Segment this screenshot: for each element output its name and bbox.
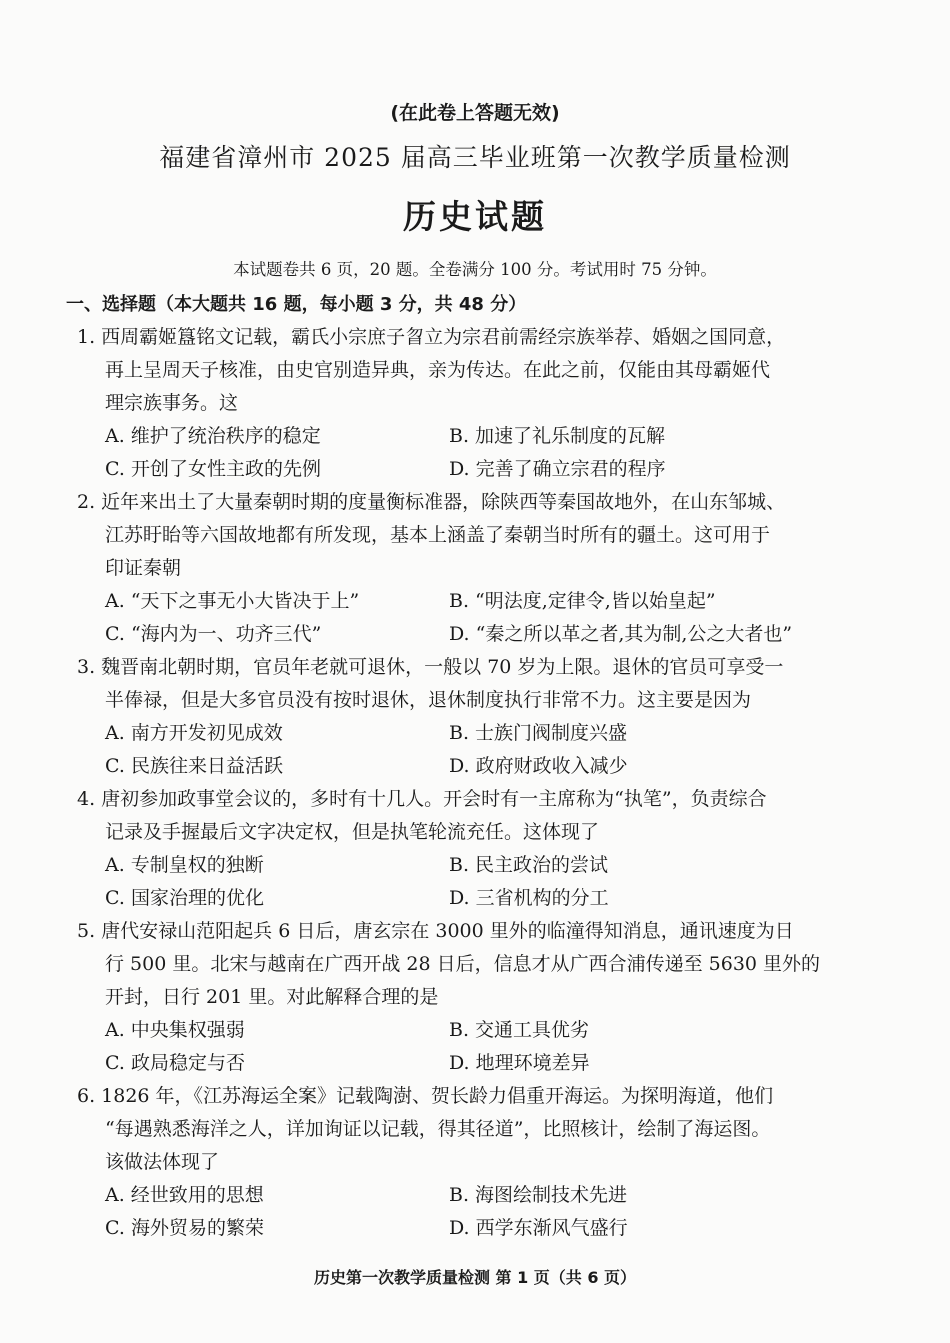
question-line: 印证秦朝 <box>105 557 182 579</box>
question-line: 开封，日行 201 里。对此解释合理的是 <box>105 986 439 1008</box>
page-footer: 历史第一次教学质量检测 第 1 页（共 6 页） <box>313 1268 637 1287</box>
exam-info: 本试题卷共 6 页，20 题。全卷满分 100 分。考试用时 75 分钟。 <box>233 260 717 279</box>
option-row <box>77 1212 877 1245</box>
question-line: “每遇熟悉海洋之人，详加询证以记载，得其径道”，比照核计，绘制了海运图。 <box>105 1118 771 1140</box>
option-c: C. 开创了女性主政的先例 <box>105 458 321 480</box>
question-line: 理宗族事务。这 <box>105 392 239 414</box>
option-b: B. 士族门阀制度兴盛 <box>449 722 628 744</box>
option-row <box>77 1047 877 1080</box>
option-c: C. “海内为一、功齐三代” <box>105 623 322 645</box>
option-c: C. 国家治理的优化 <box>105 887 264 909</box>
subject-title: 历史试题 <box>403 197 547 236</box>
section-title: 一、选择题（本大题共 16 题，每小题 3 分，共 48 分） <box>66 294 527 315</box>
option-c: C. 民族往来日益活跃 <box>105 755 283 777</box>
question-line: 半俸禄，但是大多官员没有按时退休，退休制度执行非常不力。这主要是因为 <box>105 689 752 711</box>
option-a: A. 中央集权强弱 <box>105 1019 245 1041</box>
option-b: B. 民主政治的尝试 <box>449 854 609 876</box>
option-row <box>77 849 877 882</box>
option-row <box>77 585 877 618</box>
option-b: B. 交通工具优劣 <box>449 1019 590 1041</box>
option-a: A. “天下之事无小大皆决于上” <box>105 590 360 612</box>
question-line: 1. 西周霸姬簋铭文记载，霸氏小宗庶子曶立为宗君前需经宗族举荐、婚姻之国同意， <box>77 326 786 348</box>
question-3 <box>77 651 877 783</box>
question-line: 再上呈周天子核准，由史官别造异典，亲为传达。在此之前，仅能由其母霸姬代 <box>105 359 771 381</box>
question-line: 5. 唐代安禄山范阳起兵 6 日后，唐玄宗在 3000 里外的临潼得知消息，通讯速度为日 <box>77 920 794 942</box>
option-c: C. 政局稳定与否 <box>105 1052 245 1074</box>
option-b: B. 海图绘制技术先进 <box>449 1184 628 1206</box>
question-line: 行 500 里。北宋与越南在广西开战 28 日后，信息才从广西合浦传递至 5630 里外的 <box>105 953 821 975</box>
question-line: 3. 魏晋南北朝时期，官员年老就可退休，一般以 70 岁为上限。退休的官员可享受一 <box>77 656 784 678</box>
question-line: 2. 近年来出土了大量秦朝时期的度量衡标准器，除陕西等秦国故地外，在山东邹城、 <box>77 491 786 513</box>
option-row <box>77 1014 877 1047</box>
option-a: A. 南方开发初见成效 <box>105 722 283 744</box>
option-a: A. 维护了统治秩序的稳定 <box>105 425 321 447</box>
question-4 <box>77 783 877 915</box>
option-row <box>77 618 877 651</box>
option-c: C. 海外贸易的繁荣 <box>105 1217 264 1239</box>
question-line: 记录及手握最后文字决定权，但是执笔轮流充任。这体现了 <box>105 821 600 843</box>
exam-title: 福建省漳州市 2025 届高三毕业班第一次教学质量检测 <box>159 143 791 172</box>
option-d: D. 政府财政收入减少 <box>449 755 628 777</box>
option-d: D. 完善了确立宗君的程序 <box>449 458 666 480</box>
invalid-answer-notice: (在此卷上答题无效) <box>390 102 560 124</box>
option-row <box>77 453 877 486</box>
option-d: D. 地理环境差异 <box>449 1052 590 1074</box>
option-b: B. 加速了礼乐制度的瓦解 <box>449 425 666 447</box>
option-d: D. 西学东渐风气盛行 <box>449 1217 628 1239</box>
question-line: 4. 唐初参加政事堂会议的，多时有十几人。开会时有一主席称为“执笔”，负责综合 <box>77 788 767 810</box>
question-2 <box>77 486 877 651</box>
option-b: B. “明法度,定律令,皆以始皇起” <box>449 590 716 612</box>
question-line: 该做法体现了 <box>105 1151 220 1173</box>
question-6 <box>77 1080 877 1245</box>
option-row <box>77 750 877 783</box>
option-row <box>77 717 877 750</box>
option-row <box>77 420 877 453</box>
option-a: A. 经世致用的思想 <box>105 1184 264 1206</box>
question-line: 6. 1826 年，《江苏海运全案》记载陶澍、贺长龄力倡重开海运。为探明海道，他们 <box>77 1085 774 1107</box>
question-5 <box>77 915 877 1080</box>
option-d: D. “秦之所以革之者,其为制,公之大者也” <box>449 623 793 645</box>
option-row <box>77 1179 877 1212</box>
option-row <box>77 882 877 915</box>
option-a: A. 专制皇权的独断 <box>105 854 264 876</box>
question-line: 江苏盱眙等六国故地都有所发现，基本上涵盖了秦朝当时所有的疆土。这可用于 <box>105 524 771 546</box>
option-d: D. 三省机构的分工 <box>449 887 609 909</box>
question-1 <box>77 321 877 486</box>
